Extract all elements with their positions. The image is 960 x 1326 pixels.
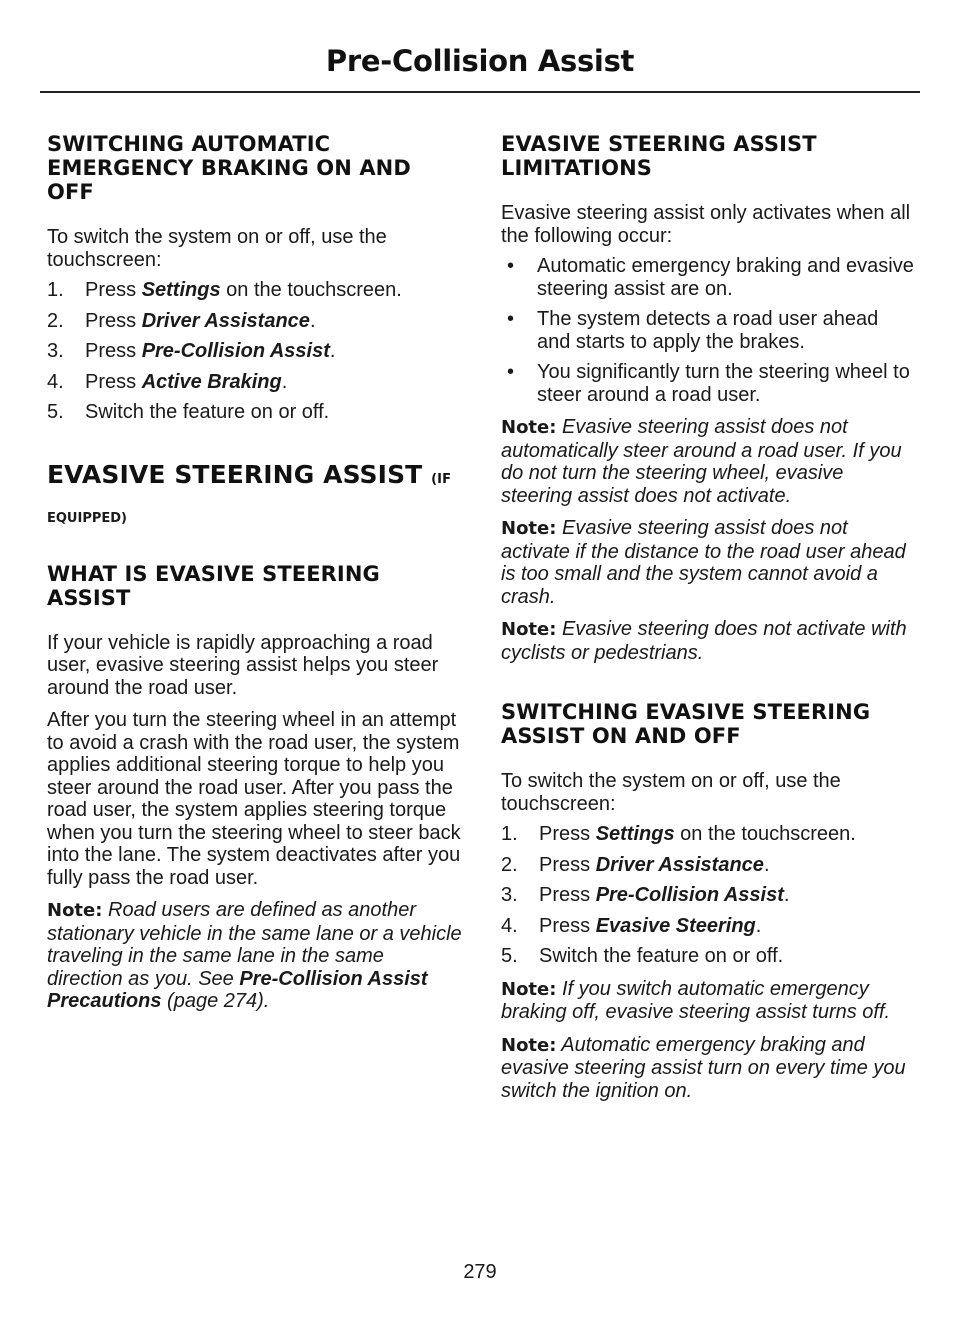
evasive-step: 3. Press Pre-Collision Assist. (501, 884, 790, 906)
page-number: 279 (463, 1261, 497, 1283)
aeb-steps (47, 279, 462, 424)
limitations-intro: Evasive steering assist only activates when all the following occur: (501, 202, 911, 247)
evasive-step: 4. Press Evasive Steering. (501, 914, 762, 937)
heading-evasive-steering-assist: EVASIVE STEERING ASSIST (IF (47, 459, 452, 489)
left-column (47, 132, 462, 1013)
evasive-step: 5. Switch the feature on or off. (501, 945, 784, 967)
note: Note: Automatic emergency braking and evasive steering assist turn on every time you switch the ignition on. (501, 1033, 906, 1102)
header-divider (40, 91, 920, 93)
heading-switching-aeb: SWITCHING AUTOMATIC EMERGENCY BRAKING ON AND OFF (47, 132, 411, 204)
limitations-list (501, 255, 916, 406)
what-is-p2: After you turn the steering wheel in an attempt to avoid a crash with the road user, the system applies additional steering torque to help you steer around the road user. After you pass the road user, the system applies steering torque when you turn the steering wheel to steer back into the lane. The system deactivates after you fully pass the road user. (47, 709, 461, 889)
evasive-step: 1. Press Settings on the touchscreen. (501, 823, 856, 845)
note: Note: If you switch automatic emergency braking off, evasive steering assist turns off. (501, 977, 891, 1023)
list-item: • Automatic emergency braking and evasive steering assist are on. (507, 255, 914, 300)
heading-switching-evasive: SWITCHING EVASIVE STEERING ASSIST ON AND OFF (501, 700, 871, 748)
page-title: Pre-Collision Assist (325, 44, 635, 78)
precautions-link[interactable]: Pre-Collision Assist Precautions (47, 967, 428, 1012)
list-item: • The system detects a road user ahead and starts to apply the brakes. (507, 308, 879, 353)
heading-limitations: EVASIVE STEERING ASSIST LIMITATIONS (501, 132, 817, 180)
note: Note: Evasive steering assist does not automatically steer around a road user. If you do not turn the steering wheel, evasive steering assist does not activate. (501, 416, 902, 507)
aeb-step: 5. Switch the feature on or off. (47, 401, 330, 423)
heading-what-is-evasive: WHAT IS EVASIVE STEERING ASSIST (47, 561, 380, 610)
aeb-step: 3. Press Pre-Collision Assist. (47, 340, 336, 362)
aeb-step: 1. Press Settings on the touchscreen. (47, 279, 402, 301)
evasive-intro: To switch the system on or off, use the touchscreen: (501, 770, 841, 815)
right-column (501, 132, 916, 1102)
road-users-note: Note: Road users are defined as another stationary vehicle in the same lane or a vehicle traveling in the same lane in the same direction as you. See Pre-Collision Assist Precautions (page 274). (47, 899, 462, 1012)
aeb-step: 2. Press Driver Assistance. (47, 309, 316, 332)
what-is-p1: If your vehicle is rapidly approaching a road user, evasive steering assist helps you steer around the road user. (47, 631, 439, 699)
list-item: • You significantly turn the steering wheel to steer around a road user. (507, 361, 910, 406)
evasive-step: 2. Press Driver Assistance. (501, 853, 770, 876)
aeb-step: 4. Press Active Braking. (47, 370, 288, 393)
heading-if-equipped: EQUIPPED) (47, 510, 127, 526)
aeb-intro: To switch the system on or off, use the touchscreen: (47, 226, 387, 271)
note: Note: Evasive steering does not activate with cyclists or pedestrians. (501, 618, 907, 664)
evasive-steps (501, 823, 916, 968)
note: Note: Evasive steering assist does not activate if the distance to the road user ahead is too small and the system cannot avoid a crash. (501, 517, 906, 608)
